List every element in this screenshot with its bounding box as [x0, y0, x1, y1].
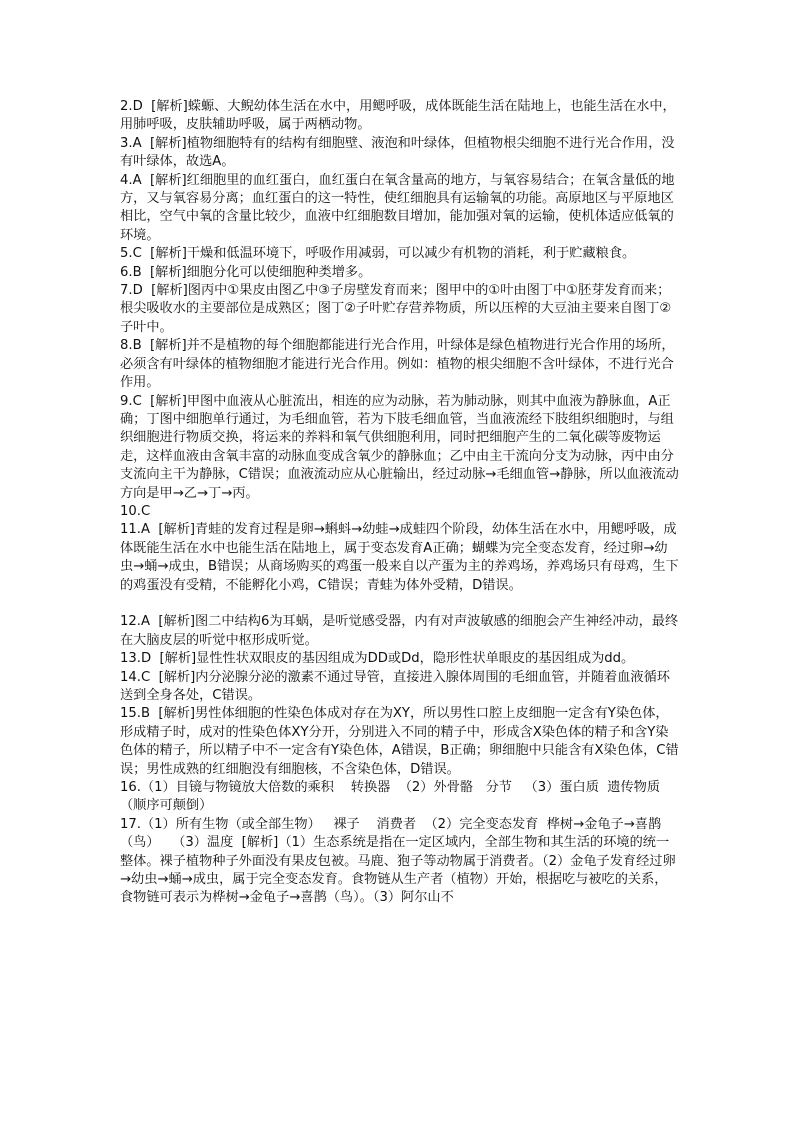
answer-entry-11: 11.A [解析]青蛙的发育过程是卵→蝌蚪→幼蛙→成蛙四个阶段，幼体生活在水中，用鳃呼吸，成体既能生活在水中也能生活在陆地上，属于变态发育A正确；蝴蝶为完全变态发育，经过卵→幼虫→蛹→成虫，B错误；从商场购买的鸡蛋一般来自以产蛋为主的养鸡场，养鸡场只有母鸡，生下的鸡蛋没有受精，不能孵化小鸡，C错误；青蛙为体外受精，D错误。 — [120, 522, 679, 593]
answer-entry-13: 13.D [解析]显性性状双眼皮的基因组成为DD或Dd，隐形性状单眼皮的基因组成为dd。 — [120, 651, 635, 667]
answer-entry-14: 14.C [解析]内分泌腺分泌的激素不通过导管，直接进入腺体周围的毛细血管，并随着血液循环送到全身各处，C错误。 — [120, 669, 670, 703]
answer-entry-16: 16.（1）目镜与物镜放大倍数的乘积 转换器 （2）外骨骼 分节 （3）蛋白质 遗传物质 （顺序可颠倒） — [120, 780, 669, 814]
answer-entry-9: 9.C [解析]甲图中血液从心脏流出，相连的应为动脉，若为肺动脉，则其中血液为静脉血，A正确；丁图中细胞单行通过，为毛细血管，若为下肢毛细血管，当血液流经下肢组织细胞时，与组织细胞进行物质交换，将运来的养料和氧气供细胞利用，同时把细胞产生的二氧化碳等废物运走，这样血液由含氧丰富的动脉血变成含氧少的静脉血；乙中由主干流向分支为动脉，丙中由分支流向主干为静脉，C错误；血液流动应从心脏输出，经过动脉→毛细血管→静脉，所以血液流动方向是甲→乙→丁→丙。 — [120, 393, 679, 501]
answer-entry-6: 6.B [解析]细胞分化可以使细胞种类增多。 — [120, 264, 372, 280]
answer-entry-10: 10.C — [120, 503, 151, 519]
answer-entry-5: 5.C [解析]干燥和低温环境下，呼吸作用减弱，可以减少有机物的消耗，利于贮藏粮食。 — [120, 246, 636, 262]
answer-entry-8: 8.B [解析]并不是植物的每个细胞都能进行光合作用，叶绿体是绿色植物进行光合作用的场所，必须含有叶绿体的植物细胞才能进行光合作用。例如：植物的根尖细胞不含叶绿体，不进行光合作用。 — [120, 338, 675, 391]
answer-entry-17: 17.（1）所有生物（或全部生物） 裸子 消费者 （2）完全变态发育 桦树→金龟子→喜鹊（鸟） （3）温度 [解析]（1）生态系统是指在一定区域内，全部生物和其生活的环境的统一整体。裸子植物种子外面没有果皮包被。马鹿、狍子等动物属于消费者。（2）金龟子发育经过卵→幼虫→蛹→成虫，属于完全变态发育。食物链从生产者（植物）开始，根据吃与被吃的关系，食物链可表示为桦树→金龟子→喜鹊（鸟）。（3）阿尔山不 — [120, 816, 676, 906]
answer-entry-7: 7.D [解析]图丙中①果皮由图乙中③子房壁发育而来；图甲中的①叶由图丁中①胚芽发育而来；根尖吸收水的主要部位是成熟区；图丁②子叶贮存营养物质，所以压榨的大豆油主要来自图丁②子叶中。 — [120, 283, 672, 335]
answer-entry-2: 2.D [解析]蝾螈、大鲵幼体生活在水中，用鳃呼吸，成体既能生活在陆地上，也能生活在水中，用肺呼吸，皮肤辅助呼吸，属于两栖动物。 — [120, 99, 676, 133]
answer-entry-3: 3.A [解析]植物细胞特有的结构有细胞壁、液泡和叶绿体，但植物根尖细胞不进行光合作用，没有叶绿体，故选A。 — [120, 135, 675, 170]
answer-entry-15: 15.B [解析]男性体细胞的性染色体成对存在为XY，所以男性口腔上皮细胞一定含有Y染色体，形成精子时，成对的性染色体XY分开，分别进入不同的精子中，形成含X染色体的精子和含Y染色体的精子，所以精子中不一定含有Y染色体，A错误，B正确；卵细胞中只能含有X染色体，C错误；男性成熟的红细胞没有细胞核，不含染色体，D错误。 — [120, 706, 679, 777]
blank-line — [120, 595, 680, 613]
answer-text-block — [120, 98, 680, 908]
answer-entry-4: 4.A [解析]红细胞里的血红蛋白，血红蛋白在氧含量高的地方，与氧容易结合；在氧含量低的地方，又与氧容易分离；血红蛋白的这一特性，使红细胞具有运输氧的功能。高原地区与平原地区相比，空气中氧的含量比较少，血液中红细胞数目增加，能加强对氧的运输，使机体适应低氧的环境。 — [120, 172, 675, 243]
answer-entry-12: 12.A [解析]图二中结构6为耳蜗，是听觉感受器，内有对声波敏感的细胞会产生神经冲动，最终在大脑皮层的听觉中枢形成听觉。 — [120, 614, 679, 648]
